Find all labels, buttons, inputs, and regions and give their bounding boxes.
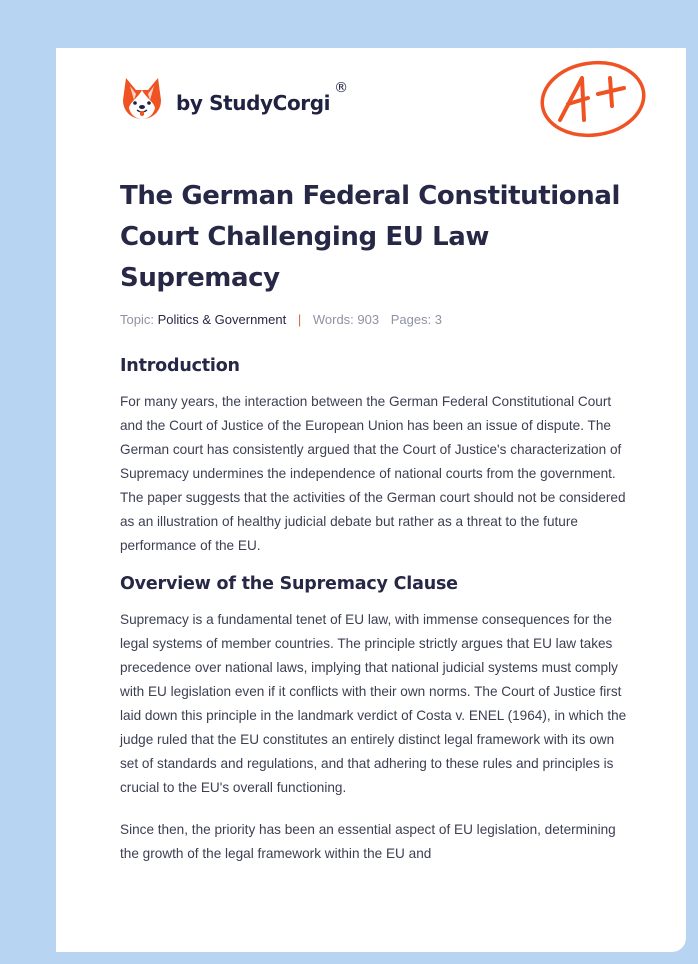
meta-separator: |: [297, 312, 302, 327]
studycorgi-logo[interactable]: [122, 76, 348, 120]
document-title: The German Federal Constitutional Court Challenging EU Law Supremacy: [120, 181, 621, 293]
document-body: [120, 354, 630, 866]
paragraph: For many years, the interaction between the German Federal Constitutional Court and the Court of Justice of the European Union has been an issue of dispute. The German court has consistently argued that the Court of Justice's characterization of Supremacy undermines the independence of national courts from the government. The paper suggests that the activities of the German court should not be considered as an illustration of healthy judicial debate but rather as a threat to the future performance of the EU.: [120, 394, 626, 553]
word-count: Words: 903: [312, 312, 380, 327]
grade-a-plus-badge: [538, 58, 648, 147]
paragraph: Since then, the priority has been an essential aspect of EU legislation, determining the growth of the legal framework within the EU and: [120, 822, 616, 861]
a-plus-icon: [538, 58, 648, 142]
document-meta: [120, 312, 442, 327]
section-heading-overview: Overview of the Supremacy Clause: [120, 574, 458, 594]
topic-label: Topic:: [120, 312, 154, 327]
page-count: Pages: 3: [390, 312, 443, 327]
paragraph: Supremacy is a fundamental tenet of EU law, with immense consequences for the legal systems of member countries. The principle strictly argues that EU law takes precedence over national laws, implying that national judicial systems must comply with EU legislation even if it conflicts with their own norms. The Court of Justice first laid down this principle in the landmark verdict of Costa v. ENEL (1964), in which the judge ruled that the EU constitutes an entirely distinct legal framework with its own set of standards and regulations, and that adhering to these rules and principles is crucial to the EU's overall functioning.: [120, 612, 627, 795]
brand-name: by StudyCorgi: [176, 91, 331, 115]
topic-link[interactable]: Politics & Government: [157, 312, 287, 327]
corgi-icon: [122, 76, 162, 120]
registered-mark: ®: [334, 80, 349, 96]
section-heading-introduction: Introduction: [120, 356, 240, 376]
document-card: [56, 48, 686, 952]
